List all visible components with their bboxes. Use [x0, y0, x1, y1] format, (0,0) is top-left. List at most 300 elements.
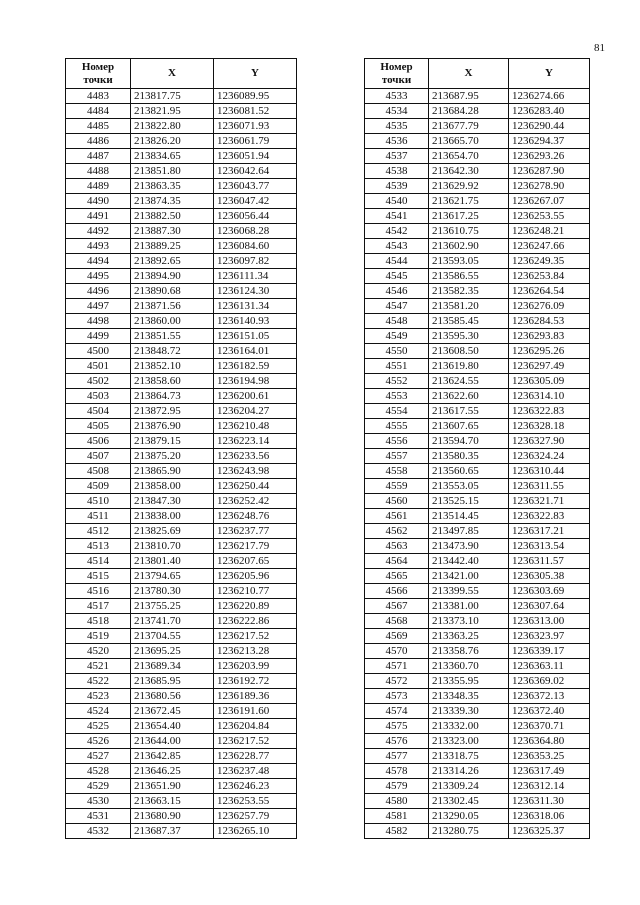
point-number-cell: 4488 [66, 164, 131, 179]
y-coordinate-cell: 1236363.11 [509, 659, 590, 674]
x-coordinate-cell: 213593.05 [429, 254, 509, 269]
table-row [365, 584, 590, 599]
x-coordinate-cell: 213290.05 [429, 809, 509, 824]
table-row [66, 224, 297, 239]
y-coordinate-cell: 1236248.21 [509, 224, 590, 239]
y-coordinate-cell: 1236097.82 [214, 254, 297, 269]
point-number-cell: 4575 [365, 719, 429, 734]
x-coordinate-cell: 213879.15 [131, 434, 214, 449]
y-coordinate-cell: 1236276.09 [509, 299, 590, 314]
y-coordinate-cell: 1236253.84 [509, 269, 590, 284]
point-number-cell: 4567 [365, 599, 429, 614]
table-row [66, 659, 297, 674]
point-number-cell: 4500 [66, 344, 131, 359]
table-row [365, 539, 590, 554]
x-coordinate-cell: 213894.90 [131, 269, 214, 284]
y-coordinate-cell: 1236313.00 [509, 614, 590, 629]
y-coordinate-cell: 1236249.35 [509, 254, 590, 269]
x-coordinate-cell: 213358.76 [429, 644, 509, 659]
x-coordinate-cell: 213646.25 [131, 764, 214, 779]
point-number-cell: 4508 [66, 464, 131, 479]
table-row [66, 584, 297, 599]
y-header: Y [214, 59, 297, 89]
x-coordinate-cell: 213872.95 [131, 404, 214, 419]
x-coordinate-cell: 213617.25 [429, 209, 509, 224]
y-coordinate-cell: 1236310.44 [509, 464, 590, 479]
table-row [66, 809, 297, 824]
y-coordinate-cell: 1236313.54 [509, 539, 590, 554]
y-coordinate-cell: 1236369.02 [509, 674, 590, 689]
point-number-cell: 4549 [365, 329, 429, 344]
x-coordinate-cell: 213619.80 [429, 359, 509, 374]
x-coordinate-cell: 213672.45 [131, 704, 214, 719]
point-number-cell: 4506 [66, 434, 131, 449]
point-number-cell: 4578 [365, 764, 429, 779]
y-coordinate-cell: 1236372.40 [509, 704, 590, 719]
point-number-cell: 4548 [365, 314, 429, 329]
point-number-cell: 4507 [66, 449, 131, 464]
x-coordinate-cell: 213822.80 [131, 119, 214, 134]
point-number-cell: 4574 [365, 704, 429, 719]
point-number-cell: 4557 [365, 449, 429, 464]
point-number-cell: 4487 [66, 149, 131, 164]
coordinates-table-left [65, 58, 297, 839]
table-row [365, 749, 590, 764]
table-row [365, 449, 590, 464]
table-row [365, 299, 590, 314]
x-coordinate-cell: 213780.30 [131, 584, 214, 599]
y-coordinate-cell: 1236111.34 [214, 269, 297, 284]
table-row [365, 434, 590, 449]
point-number-cell: 4571 [365, 659, 429, 674]
table-row [66, 194, 297, 209]
x-coordinate-cell: 213680.56 [131, 689, 214, 704]
table-row [66, 524, 297, 539]
y-coordinate-cell: 1236278.90 [509, 179, 590, 194]
table-row [66, 164, 297, 179]
y-coordinate-cell: 1236217.52 [214, 629, 297, 644]
table-row [66, 254, 297, 269]
x-coordinate-cell: 213826.20 [131, 134, 214, 149]
x-coordinate-cell: 213360.70 [429, 659, 509, 674]
x-coordinate-cell: 213514.45 [429, 509, 509, 524]
point-number-cell: 4495 [66, 269, 131, 284]
y-coordinate-cell: 1236284.53 [509, 314, 590, 329]
y-coordinate-cell: 1236237.77 [214, 524, 297, 539]
table-row [365, 719, 590, 734]
y-coordinate-cell: 1236264.54 [509, 284, 590, 299]
y-coordinate-cell: 1236081.52 [214, 104, 297, 119]
y-coordinate-cell: 1236207.65 [214, 554, 297, 569]
y-coordinate-cell: 1236324.24 [509, 449, 590, 464]
point-number-cell: 4527 [66, 749, 131, 764]
x-coordinate-cell: 213442.40 [429, 554, 509, 569]
table-row [365, 134, 590, 149]
point-number-cell: 4582 [365, 824, 429, 839]
point-number-cell: 4483 [66, 89, 131, 104]
y-coordinate-cell: 1236253.55 [509, 209, 590, 224]
table-row [365, 509, 590, 524]
point-number-cell: 4558 [365, 464, 429, 479]
table-row [365, 344, 590, 359]
point-number-cell: 4512 [66, 524, 131, 539]
point-number-cell: 4484 [66, 104, 131, 119]
table-row [66, 719, 297, 734]
table-row [66, 689, 297, 704]
table-row [66, 614, 297, 629]
x-coordinate-cell: 213654.70 [429, 149, 509, 164]
x-coordinate-cell: 213892.65 [131, 254, 214, 269]
table-row [66, 434, 297, 449]
point-number-cell: 4572 [365, 674, 429, 689]
x-coordinate-cell: 213863.35 [131, 179, 214, 194]
point-number-cell: 4569 [365, 629, 429, 644]
y-coordinate-cell: 1236192.72 [214, 674, 297, 689]
x-coordinate-cell: 213622.60 [429, 389, 509, 404]
y-coordinate-cell: 1236353.25 [509, 749, 590, 764]
y-coordinate-cell: 1236372.13 [509, 689, 590, 704]
y-coordinate-cell: 1236328.18 [509, 419, 590, 434]
point-number-cell: 4528 [66, 764, 131, 779]
y-coordinate-cell: 1236210.48 [214, 419, 297, 434]
y-coordinate-cell: 1236364.80 [509, 734, 590, 749]
point-number-cell: 4545 [365, 269, 429, 284]
y-coordinate-cell: 1236124.30 [214, 284, 297, 299]
x-coordinate-cell: 213314.26 [429, 764, 509, 779]
y-coordinate-cell: 1236204.27 [214, 404, 297, 419]
table-row [66, 239, 297, 254]
coordinates-table-right-body [365, 89, 590, 839]
y-coordinate-cell: 1236274.66 [509, 89, 590, 104]
table-row [66, 734, 297, 749]
y-coordinate-cell: 1236246.23 [214, 779, 297, 794]
x-coordinate-cell: 213704.55 [131, 629, 214, 644]
point-number-cell: 4536 [365, 134, 429, 149]
point-number-cell: 4539 [365, 179, 429, 194]
table-row [66, 314, 297, 329]
x-coordinate-cell: 213689.34 [131, 659, 214, 674]
point-number-cell: 4552 [365, 374, 429, 389]
table-row [66, 509, 297, 524]
x-coordinate-cell: 213887.30 [131, 224, 214, 239]
point-number-cell: 4541 [365, 209, 429, 224]
x-coordinate-cell: 213525.15 [429, 494, 509, 509]
table-row [66, 644, 297, 659]
table-row [365, 419, 590, 434]
table-row [66, 89, 297, 104]
table-row [365, 614, 590, 629]
y-coordinate-cell: 1236164.01 [214, 344, 297, 359]
y-coordinate-cell: 1236311.55 [509, 479, 590, 494]
table-row [66, 569, 297, 584]
table-row [66, 794, 297, 809]
x-header: X [429, 59, 509, 89]
table-row [66, 599, 297, 614]
table-row [365, 674, 590, 689]
point-number-cell: 4550 [365, 344, 429, 359]
table-row [66, 539, 297, 554]
point-number-cell: 4533 [365, 89, 429, 104]
table-row [66, 149, 297, 164]
point-number-cell: 4519 [66, 629, 131, 644]
y-coordinate-cell: 1236305.09 [509, 374, 590, 389]
x-coordinate-cell: 213473.90 [429, 539, 509, 554]
table-row [66, 359, 297, 374]
y-coordinate-cell: 1236089.95 [214, 89, 297, 104]
point-number-cell: 4510 [66, 494, 131, 509]
y-coordinate-cell: 1236194.98 [214, 374, 297, 389]
y-coordinate-cell: 1236252.42 [214, 494, 297, 509]
table-row [365, 209, 590, 224]
table-row [66, 674, 297, 689]
point-number-cell: 4521 [66, 659, 131, 674]
point-number-cell: 4560 [365, 494, 429, 509]
x-coordinate-cell: 213581.20 [429, 299, 509, 314]
table-row [66, 554, 297, 569]
x-coordinate-cell: 213363.25 [429, 629, 509, 644]
point-number-cell: 4561 [365, 509, 429, 524]
table-row [66, 329, 297, 344]
x-coordinate-cell: 213687.37 [131, 824, 214, 839]
x-coordinate-cell: 213318.75 [429, 749, 509, 764]
y-coordinate-cell: 1236237.48 [214, 764, 297, 779]
table-row [365, 629, 590, 644]
coordinates-table-right [364, 58, 590, 839]
table-row [365, 644, 590, 659]
table-row [365, 824, 590, 839]
point-number-cell: 4515 [66, 569, 131, 584]
y-coordinate-cell: 1236200.61 [214, 389, 297, 404]
point-number-cell: 4535 [365, 119, 429, 134]
x-coordinate-cell: 213848.72 [131, 344, 214, 359]
x-coordinate-cell: 213851.80 [131, 164, 214, 179]
table-row [365, 764, 590, 779]
table-row [365, 104, 590, 119]
table-row [66, 269, 297, 284]
y-coordinate-cell: 1236223.14 [214, 434, 297, 449]
table-row [66, 119, 297, 134]
table-row [365, 284, 590, 299]
table-row [365, 149, 590, 164]
x-coordinate-cell: 213741.70 [131, 614, 214, 629]
point-number-cell: 4580 [365, 794, 429, 809]
y-coordinate-cell: 1236084.60 [214, 239, 297, 254]
x-coordinate-cell: 213421.00 [429, 569, 509, 584]
table-row [365, 569, 590, 584]
y-coordinate-cell: 1236228.77 [214, 749, 297, 764]
x-coordinate-cell: 213821.95 [131, 104, 214, 119]
table-row [365, 119, 590, 134]
y-coordinate-cell: 1236312.14 [509, 779, 590, 794]
table-row [365, 479, 590, 494]
table-row [365, 314, 590, 329]
x-coordinate-cell: 213348.35 [429, 689, 509, 704]
x-coordinate-cell: 213860.00 [131, 314, 214, 329]
y-coordinate-cell: 1236042.64 [214, 164, 297, 179]
point-number-cell: 4504 [66, 404, 131, 419]
y-coordinate-cell: 1236182.59 [214, 359, 297, 374]
y-coordinate-cell: 1236247.66 [509, 239, 590, 254]
point-number-cell: 4492 [66, 224, 131, 239]
point-number-cell: 4505 [66, 419, 131, 434]
table-row [66, 404, 297, 419]
point-number-cell: 4523 [66, 689, 131, 704]
point-number-cell: 4493 [66, 239, 131, 254]
table-row [66, 464, 297, 479]
x-coordinate-cell: 213610.75 [429, 224, 509, 239]
table-row [365, 389, 590, 404]
point-number-cell: 4537 [365, 149, 429, 164]
point-number-cell: 4568 [365, 614, 429, 629]
point-number-cell: 4546 [365, 284, 429, 299]
table-row [66, 449, 297, 464]
x-coordinate-cell: 213874.35 [131, 194, 214, 209]
point-number-cell: 4576 [365, 734, 429, 749]
y-coordinate-cell: 1236222.86 [214, 614, 297, 629]
x-coordinate-cell: 213654.40 [131, 719, 214, 734]
point-number-cell: 4577 [365, 749, 429, 764]
x-coordinate-cell: 213323.00 [429, 734, 509, 749]
x-coordinate-cell: 213663.15 [131, 794, 214, 809]
table-row [66, 479, 297, 494]
y-coordinate-cell: 1236253.55 [214, 794, 297, 809]
x-coordinate-cell: 213553.05 [429, 479, 509, 494]
x-coordinate-cell: 213810.70 [131, 539, 214, 554]
x-coordinate-cell: 213838.00 [131, 509, 214, 524]
y-coordinate-cell: 1236257.79 [214, 809, 297, 824]
y-coordinate-cell: 1236323.97 [509, 629, 590, 644]
x-coordinate-cell: 213801.40 [131, 554, 214, 569]
x-coordinate-cell: 213302.45 [429, 794, 509, 809]
y-coordinate-cell: 1236293.26 [509, 149, 590, 164]
table-row [66, 299, 297, 314]
y-coordinate-cell: 1236293.83 [509, 329, 590, 344]
table-row [365, 809, 590, 824]
x-coordinate-cell: 213651.90 [131, 779, 214, 794]
y-coordinate-cell: 1236250.44 [214, 479, 297, 494]
point-number-cell: 4513 [66, 539, 131, 554]
y-coordinate-cell: 1236311.57 [509, 554, 590, 569]
x-coordinate-cell: 213560.65 [429, 464, 509, 479]
point-number-cell: 4555 [365, 419, 429, 434]
x-coordinate-cell: 213817.75 [131, 89, 214, 104]
point-number-cell: 4524 [66, 704, 131, 719]
x-coordinate-cell: 213890.68 [131, 284, 214, 299]
x-coordinate-cell: 213399.55 [429, 584, 509, 599]
x-coordinate-cell: 213617.55 [429, 404, 509, 419]
x-coordinate-cell: 213309.24 [429, 779, 509, 794]
table-row [365, 89, 590, 104]
x-coordinate-cell: 213871.56 [131, 299, 214, 314]
table-row [66, 824, 297, 839]
x-coordinate-cell: 213332.00 [429, 719, 509, 734]
y-coordinate-cell: 1236233.56 [214, 449, 297, 464]
table-row [66, 494, 297, 509]
point-number-cell: 4490 [66, 194, 131, 209]
y-coordinate-cell: 1236220.89 [214, 599, 297, 614]
point-number-cell: 4511 [66, 509, 131, 524]
y-coordinate-cell: 1236294.37 [509, 134, 590, 149]
y-coordinate-cell: 1236318.06 [509, 809, 590, 824]
table-row [66, 344, 297, 359]
point-number-cell: 4544 [365, 254, 429, 269]
point-number-cell: 4532 [66, 824, 131, 839]
y-coordinate-cell: 1236287.90 [509, 164, 590, 179]
x-coordinate-cell: 213355.95 [429, 674, 509, 689]
table-row [365, 554, 590, 569]
x-coordinate-cell: 213582.35 [429, 284, 509, 299]
point-number-cell: 4573 [365, 689, 429, 704]
table-row [365, 794, 590, 809]
x-coordinate-cell: 213381.00 [429, 599, 509, 614]
point-number-cell: 4547 [365, 299, 429, 314]
x-coordinate-cell: 213695.25 [131, 644, 214, 659]
table-row [365, 689, 590, 704]
x-coordinate-cell: 213586.55 [429, 269, 509, 284]
table-row [66, 179, 297, 194]
coordinates-table-left-body [66, 89, 297, 839]
point-number-cell: 4525 [66, 719, 131, 734]
x-coordinate-cell: 213889.25 [131, 239, 214, 254]
point-number-cell: 4538 [365, 164, 429, 179]
y-coordinate-cell: 1236140.93 [214, 314, 297, 329]
y-coordinate-cell: 1236204.84 [214, 719, 297, 734]
table-row [66, 374, 297, 389]
x-coordinate-cell: 213595.30 [429, 329, 509, 344]
y-coordinate-cell: 1236131.34 [214, 299, 297, 314]
x-coordinate-cell: 213677.79 [429, 119, 509, 134]
y-coordinate-cell: 1236295.26 [509, 344, 590, 359]
y-coordinate-cell: 1236189.36 [214, 689, 297, 704]
x-coordinate-cell: 213607.65 [429, 419, 509, 434]
table-row [365, 329, 590, 344]
point-number-cell: 4579 [365, 779, 429, 794]
y-coordinate-cell: 1236370.71 [509, 719, 590, 734]
point-number-cell: 4553 [365, 389, 429, 404]
point-number-cell: 4520 [66, 644, 131, 659]
point-number-cell: 4509 [66, 479, 131, 494]
table-row [365, 704, 590, 719]
point-number-cell: 4497 [66, 299, 131, 314]
x-coordinate-cell: 213687.95 [429, 89, 509, 104]
y-coordinate-cell: 1236321.71 [509, 494, 590, 509]
table-row [66, 764, 297, 779]
point-number-cell: 4489 [66, 179, 131, 194]
table-row [365, 359, 590, 374]
table-row [365, 224, 590, 239]
x-coordinate-cell: 213594.70 [429, 434, 509, 449]
y-coordinate-cell: 1236303.69 [509, 584, 590, 599]
x-coordinate-cell: 213339.30 [429, 704, 509, 719]
x-coordinate-cell: 213882.50 [131, 209, 214, 224]
y-coordinate-cell: 1236317.21 [509, 524, 590, 539]
y-coordinate-cell: 1236307.64 [509, 599, 590, 614]
point-number-cell: 4581 [365, 809, 429, 824]
point-number-cell: 4518 [66, 614, 131, 629]
point-number-header [66, 59, 131, 89]
table-header-row [365, 59, 590, 89]
y-coordinate-cell: 1236203.99 [214, 659, 297, 674]
x-coordinate-cell: 213865.90 [131, 464, 214, 479]
y-coordinate-cell: 1236305.38 [509, 569, 590, 584]
point-number-header-line1: Номер [81, 60, 115, 73]
table-row [365, 164, 590, 179]
point-number-cell: 4503 [66, 389, 131, 404]
y-coordinate-cell: 1236068.28 [214, 224, 297, 239]
point-number-cell: 4564 [365, 554, 429, 569]
y-coordinate-cell: 1236061.79 [214, 134, 297, 149]
x-coordinate-cell: 213624.55 [429, 374, 509, 389]
